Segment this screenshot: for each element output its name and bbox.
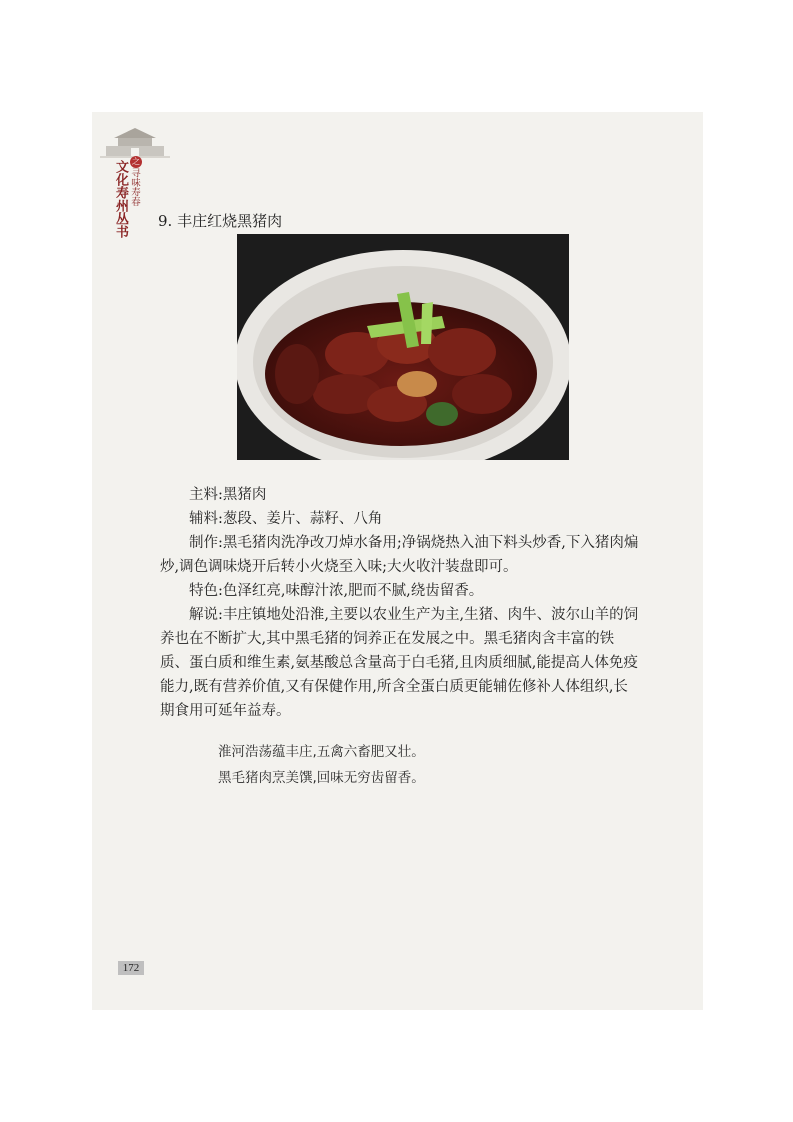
series-seal: 之 [132,157,140,166]
gate-tower-emblem-icon [100,124,170,160]
poem [218,739,598,791]
features-text: 特色:色泽红亮,味醇汁浓,肥而不腻,绕齿留香。 [189,583,484,599]
poem-line-2: 黑毛猪肉烹美馔,回味无穷齿留香。 [218,770,425,786]
dish-photo [237,234,569,460]
series-title: 文化寿州丛书 [113,160,128,238]
dish-title: 9. 丰庄红烧黑猪肉 [158,212,283,230]
main-ingredient: 主料:黑猪肉 [189,487,267,503]
method-text: 制作:黑毛猪肉洗净改刀焯水备用;净锅烧热入油下料头炒香,下入猪肉煸炒,调色调味烧开后转小火烧至入味;大火收汁装盘即可。 [160,535,639,575]
auxiliary-ingredients: 辅料:葱段、姜片、蒜籽、八角 [189,511,383,527]
page-number: 172 [118,961,144,975]
poem-line-1: 淮河浩荡蕴丰庄,五禽六畜肥又壮。 [218,744,425,760]
recipe-body [160,483,640,723]
explanation-text: 解说:丰庄镇地处沿淮,主要以农业生产为主,生猪、肉牛、波尔山羊的饲养也在不断扩大,其中黑毛猪的饲养正在发展之中。黑毛猪肉含丰富的铁质、蛋白质和维生素,氨基酸总含量高于白毛猪,且肉质细腻,能提高人体免疫能力,既有营养价值,又有保健作用,所含全蛋白质更能辅佐修补人体组织,长期食用可延年益寿。 [160,607,639,719]
series-subtitle: 寻味寿春 [129,168,140,206]
